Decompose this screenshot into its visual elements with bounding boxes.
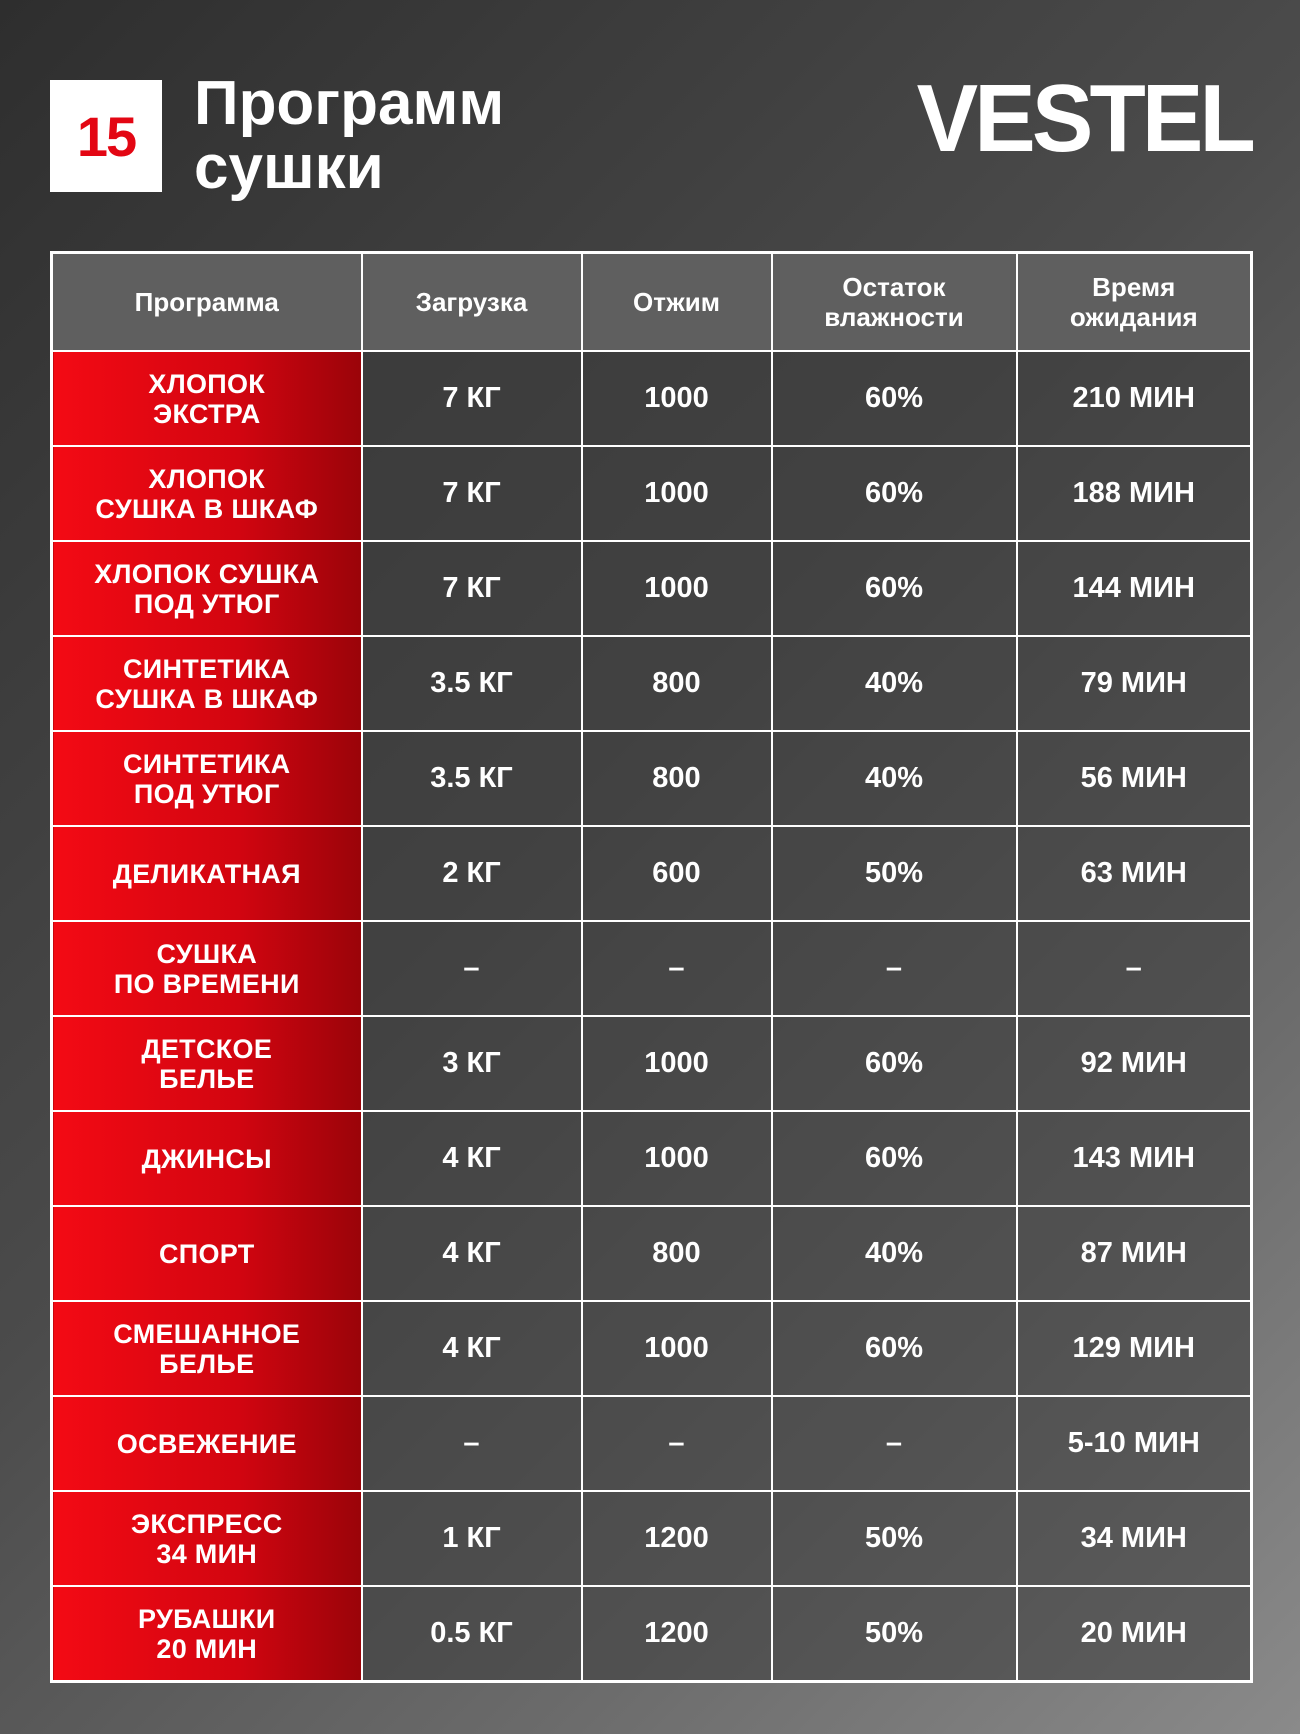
program-name-cell <box>52 1301 362 1396</box>
spin-cell: 1000 <box>582 1301 772 1396</box>
time-cell: 56 МИН <box>1017 731 1252 826</box>
column-header-load-line: Загрузка <box>415 287 528 317</box>
load-cell: 1 КГ <box>362 1491 582 1586</box>
spin-cell: 1000 <box>582 1111 772 1206</box>
time-cell: 129 МИН <box>1017 1301 1252 1396</box>
table-row <box>52 1586 1252 1682</box>
page-title-line-1: Программ <box>194 69 505 138</box>
column-header-spin-line: Отжим <box>633 287 720 317</box>
program-name-line: БЕЛЬЕ <box>159 1348 255 1379</box>
page-title-line-2: сушки <box>194 133 384 202</box>
program-name-line: СМЕШАННОЕ <box>113 1318 301 1349</box>
load-cell: 0.5 КГ <box>362 1586 582 1682</box>
program-name-line: ОСВЕЖЕНИЕ <box>116 1428 297 1459</box>
moisture-cell: 60% <box>772 1016 1017 1111</box>
program-name-line: ХЛОПОК СУШКА <box>94 558 320 589</box>
spin-cell: 800 <box>582 636 772 731</box>
spin-cell: 1000 <box>582 1016 772 1111</box>
program-name-cell <box>52 636 362 731</box>
column-header-load <box>362 253 582 352</box>
program-name-line: ПОД УТЮГ <box>133 778 280 809</box>
table-row <box>52 1301 1252 1396</box>
table-body <box>52 351 1252 1682</box>
table-header <box>52 253 1252 352</box>
program-name-cell <box>52 921 362 1016</box>
table-row <box>52 826 1252 921</box>
moisture-cell: 50% <box>772 1586 1017 1682</box>
program-name-cell <box>52 1586 362 1682</box>
time-cell: 92 МИН <box>1017 1016 1252 1111</box>
program-name-line: ДЖИНСЫ <box>141 1143 272 1174</box>
load-cell: 3.5 КГ <box>362 731 582 826</box>
spin-cell: 1000 <box>582 541 772 636</box>
program-name-line: СИНТЕТИКА <box>123 748 291 779</box>
table-row <box>52 351 1252 446</box>
load-cell: 4 КГ <box>362 1206 582 1301</box>
program-name-line: ПОД УТЮГ <box>133 588 280 619</box>
program-name-line: СПОРТ <box>158 1238 255 1269</box>
program-count-badge <box>50 80 162 192</box>
program-name-line: СУШКА В ШКАФ <box>95 683 319 714</box>
program-name-line: ХЛОПОК <box>148 368 266 399</box>
load-cell: – <box>362 1396 582 1491</box>
table-row <box>52 731 1252 826</box>
program-name-line: 20 МИН <box>156 1633 258 1664</box>
program-name-cell <box>52 1396 362 1491</box>
load-cell: 7 КГ <box>362 446 582 541</box>
table-row <box>52 1206 1252 1301</box>
program-count: 15 <box>76 104 136 168</box>
program-name-line: ЭКСТРА <box>152 398 261 429</box>
moisture-cell: 60% <box>772 1111 1017 1206</box>
drying-programs-table <box>50 251 1253 1683</box>
program-name-cell <box>52 826 362 921</box>
column-header-spin <box>582 253 772 352</box>
program-name-line: ПО ВРЕМЕНИ <box>113 968 300 999</box>
spin-cell: 600 <box>582 826 772 921</box>
program-name-cell <box>52 446 362 541</box>
load-cell: 4 КГ <box>362 1301 582 1396</box>
time-cell: 87 МИН <box>1017 1206 1252 1301</box>
table-row <box>52 1016 1252 1111</box>
spin-cell: – <box>582 1396 772 1491</box>
program-name-cell <box>52 1491 362 1586</box>
spin-cell: – <box>582 921 772 1016</box>
time-cell: – <box>1017 921 1252 1016</box>
column-header-moisture <box>772 253 1017 352</box>
program-name-cell <box>52 1206 362 1301</box>
column-header-program <box>52 253 362 352</box>
table-header-row <box>52 253 1252 352</box>
moisture-cell: – <box>772 921 1017 1016</box>
table-row <box>52 1491 1252 1586</box>
load-cell: 2 КГ <box>362 826 582 921</box>
spin-cell: 1200 <box>582 1586 772 1682</box>
moisture-cell: 40% <box>772 731 1017 826</box>
table-row <box>52 636 1252 731</box>
moisture-cell: 60% <box>772 351 1017 446</box>
program-name-line: РУБАШКИ <box>138 1603 276 1634</box>
moisture-cell: – <box>772 1396 1017 1491</box>
load-cell: 7 КГ <box>362 351 582 446</box>
load-cell: 7 КГ <box>362 541 582 636</box>
time-cell: 188 МИН <box>1017 446 1252 541</box>
program-name-cell <box>52 541 362 636</box>
time-cell: 34 МИН <box>1017 1491 1252 1586</box>
program-name-line: ДЕЛИКАТНАЯ <box>112 858 301 889</box>
spin-cell: 800 <box>582 1206 772 1301</box>
load-cell: 3.5 КГ <box>362 636 582 731</box>
program-name-line: ХЛОПОК <box>148 463 266 494</box>
spin-cell: 800 <box>582 731 772 826</box>
program-name-line: БЕЛЬЕ <box>159 1063 255 1094</box>
time-cell: 144 МИН <box>1017 541 1252 636</box>
moisture-cell: 40% <box>772 636 1017 731</box>
load-cell: – <box>362 921 582 1016</box>
program-name-line: ЭКСПРЕСС <box>130 1508 283 1539</box>
program-name-line: СИНТЕТИКА <box>123 653 291 684</box>
moisture-cell: 40% <box>772 1206 1017 1301</box>
program-name-cell <box>52 351 362 446</box>
load-cell: 3 КГ <box>362 1016 582 1111</box>
table-row <box>52 541 1252 636</box>
program-name-cell <box>52 731 362 826</box>
column-header-program-line: Программа <box>134 287 279 317</box>
table-row <box>52 921 1252 1016</box>
page-title <box>194 69 654 202</box>
program-name-line: 34 МИН <box>156 1538 258 1569</box>
brand-logo: VESTEL <box>916 65 1252 172</box>
moisture-cell: 50% <box>772 826 1017 921</box>
column-header-time <box>1017 253 1252 352</box>
spin-cell: 1200 <box>582 1491 772 1586</box>
column-header-time-line: Время <box>1092 272 1176 302</box>
table-row <box>52 1111 1252 1206</box>
moisture-cell: 60% <box>772 541 1017 636</box>
time-cell: 63 МИН <box>1017 826 1252 921</box>
time-cell: 5-10 МИН <box>1017 1396 1252 1491</box>
column-header-time-line: ожидания <box>1069 302 1198 332</box>
moisture-cell: 50% <box>772 1491 1017 1586</box>
time-cell: 143 МИН <box>1017 1111 1252 1206</box>
time-cell: 210 МИН <box>1017 351 1252 446</box>
spin-cell: 1000 <box>582 446 772 541</box>
program-name-cell <box>52 1016 362 1111</box>
spin-cell: 1000 <box>582 351 772 446</box>
program-name-line: СУШКА В ШКАФ <box>95 493 319 524</box>
moisture-cell: 60% <box>772 1301 1017 1396</box>
time-cell: 20 МИН <box>1017 1586 1252 1682</box>
moisture-cell: 60% <box>772 446 1017 541</box>
time-cell: 79 МИН <box>1017 636 1252 731</box>
column-header-moisture-line: влажности <box>824 302 964 332</box>
table-row <box>52 446 1252 541</box>
program-name-cell <box>52 1111 362 1206</box>
load-cell: 4 КГ <box>362 1111 582 1206</box>
table-row <box>52 1396 1252 1491</box>
program-name-line: ДЕТСКОЕ <box>141 1033 273 1064</box>
column-header-moisture-line: Остаток <box>842 272 946 302</box>
program-name-line: СУШКА <box>156 938 258 969</box>
